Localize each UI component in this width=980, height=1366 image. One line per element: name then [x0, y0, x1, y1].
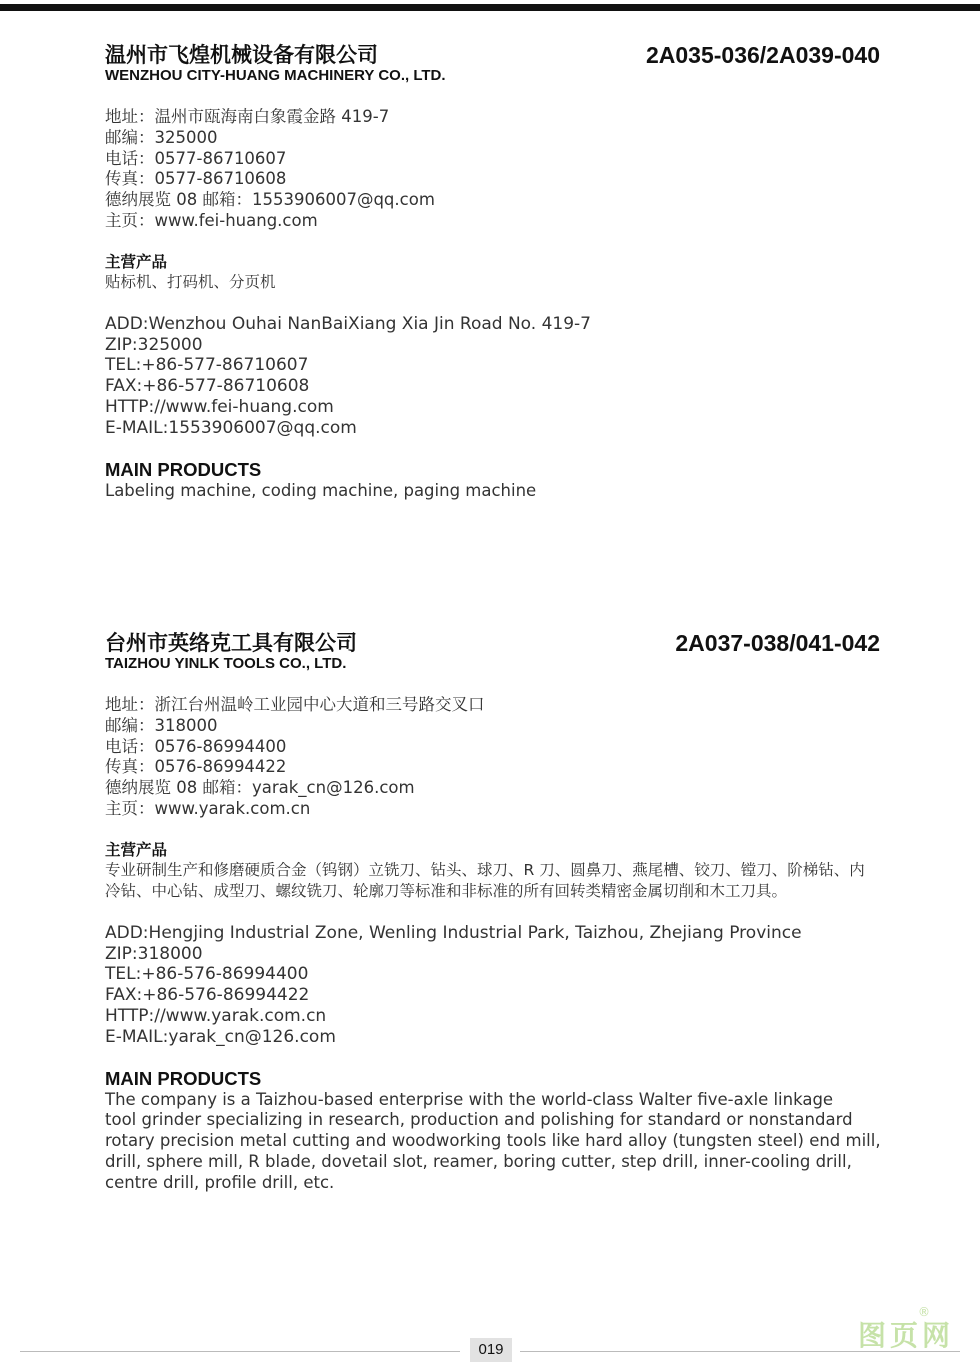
cn-zip: 邮编：318000	[105, 715, 218, 735]
en-products-line: rotary precision metal cutting and woodworking tools like hard alloy (tungsten steel) end mill,	[105, 1131, 881, 1151]
cn-contact-block	[105, 107, 880, 232]
entry-header	[105, 628, 880, 658]
registered-mark: ®	[918, 1305, 930, 1319]
cn-products-text: 贴标机、打码机、分页机	[105, 272, 276, 291]
top-border-bar	[0, 4, 980, 11]
company-entry-2	[105, 628, 880, 1194]
page-number: 019	[470, 1338, 512, 1362]
company-name-en: TAIZHOU YINLK TOOLS CO., LTD.	[105, 655, 347, 672]
cn-products-text: 专业研制生产和修磨硬质合金（钨钢）立铣刀、钻头、球刀、R 刀、圆鼻刀、燕尾槽、铰刀、镗刀、阶梯钻、内冷钻、中心钻、成型刀、螺纹铣刀、轮廓刀等标准和非标准的所有回转类精密金属切削和木工刀具。	[105, 860, 865, 900]
company-entry-1	[105, 40, 880, 501]
cn-contact-block	[105, 695, 880, 820]
company-name-cn: 温州市飞煌机械设备有限公司	[105, 43, 378, 67]
cn-products-heading: 主营产品	[105, 840, 168, 859]
cn-zip: 邮编：325000	[105, 127, 218, 147]
en-products-line: The company is a Taizhou-based enterprise with the world-class Walter five-axle linkage	[105, 1089, 834, 1109]
en-contact-block	[105, 923, 880, 1048]
en-products-heading: MAIN PRODUCTS	[105, 458, 262, 480]
en-products-line: centre drill, profile drill, etc.	[105, 1172, 335, 1192]
en-products-heading: MAIN PRODUCTS	[105, 1067, 262, 1089]
cn-products-heading: 主营产品	[105, 252, 168, 271]
cn-email: 德纳展览 08 邮箱：1553906007@qq.com	[105, 190, 435, 210]
en-products-text	[105, 1090, 880, 1194]
booth-number: 2A035-036/2A039-040	[645, 42, 880, 68]
en-email: E-MAIL:yarak_cn@126.com	[105, 1026, 336, 1047]
booth-number: 2A037-038/041-042	[675, 630, 880, 656]
company-name-en: WENZHOU CITY-HUANG MACHINERY CO., LTD.	[105, 67, 446, 84]
entry-header	[105, 40, 880, 70]
en-fax: FAX:+86-576-86994422	[105, 985, 310, 1006]
cn-address: 地址：浙江台州温岭工业园中心大道和三号路交叉口	[105, 695, 485, 714]
en-phone: TEL:+86-577-86710607	[105, 355, 309, 376]
cn-phone: 电话：0577-86710607	[105, 148, 287, 168]
en-products-line: Labeling machine, coding machine, paging machine	[105, 480, 537, 500]
en-website: HTTP://www.yarak.com.cn	[105, 1005, 327, 1026]
en-email: E-MAIL:1553906007@qq.com	[105, 417, 357, 438]
cn-email: 德纳展览 08 邮箱：yarak_cn@126.com	[105, 778, 415, 798]
cn-homepage: 主页：www.yarak.com.cn	[105, 798, 311, 818]
en-contact-block	[105, 314, 880, 439]
en-products-line: drill, sphere mill, R blade, dovetail slot, reamer, boring cutter, step drill, inner-cooling drill,	[105, 1151, 852, 1171]
en-address: ADD:Hengjing Industrial Zone, Wenling Industrial Park, Taizhou, Zhejiang Province	[105, 922, 802, 943]
cn-fax: 传真：0576-86994422	[105, 757, 287, 777]
footer-rule-left	[20, 1351, 460, 1352]
company-name-cn: 台州市英络克工具有限公司	[105, 631, 357, 655]
en-products-line: tool grinder specializing in research, production and polishing for standard or nonstandard	[105, 1110, 853, 1130]
en-products-text	[105, 481, 880, 502]
en-phone: TEL:+86-576-86994400	[105, 964, 309, 985]
cn-homepage: 主页：www.fei-huang.com	[105, 210, 318, 230]
cn-fax: 传真：0577-86710608	[105, 169, 287, 189]
cn-phone: 电话：0576-86994400	[105, 736, 287, 756]
en-fax: FAX:+86-577-86710608	[105, 376, 310, 397]
en-address: ADD:Wenzhou Ouhai NanBaiXiang Xia Jin Road No. 419-7	[105, 313, 591, 334]
en-zip: ZIP:318000	[105, 943, 203, 964]
en-zip: ZIP:325000	[105, 334, 203, 355]
cn-address: 地址：温州市瓯海南白象霞金路 419-7	[105, 107, 390, 126]
en-website: HTTP://www.fei-huang.com	[105, 396, 334, 417]
site-watermark: 图页网	[858, 1319, 955, 1352]
